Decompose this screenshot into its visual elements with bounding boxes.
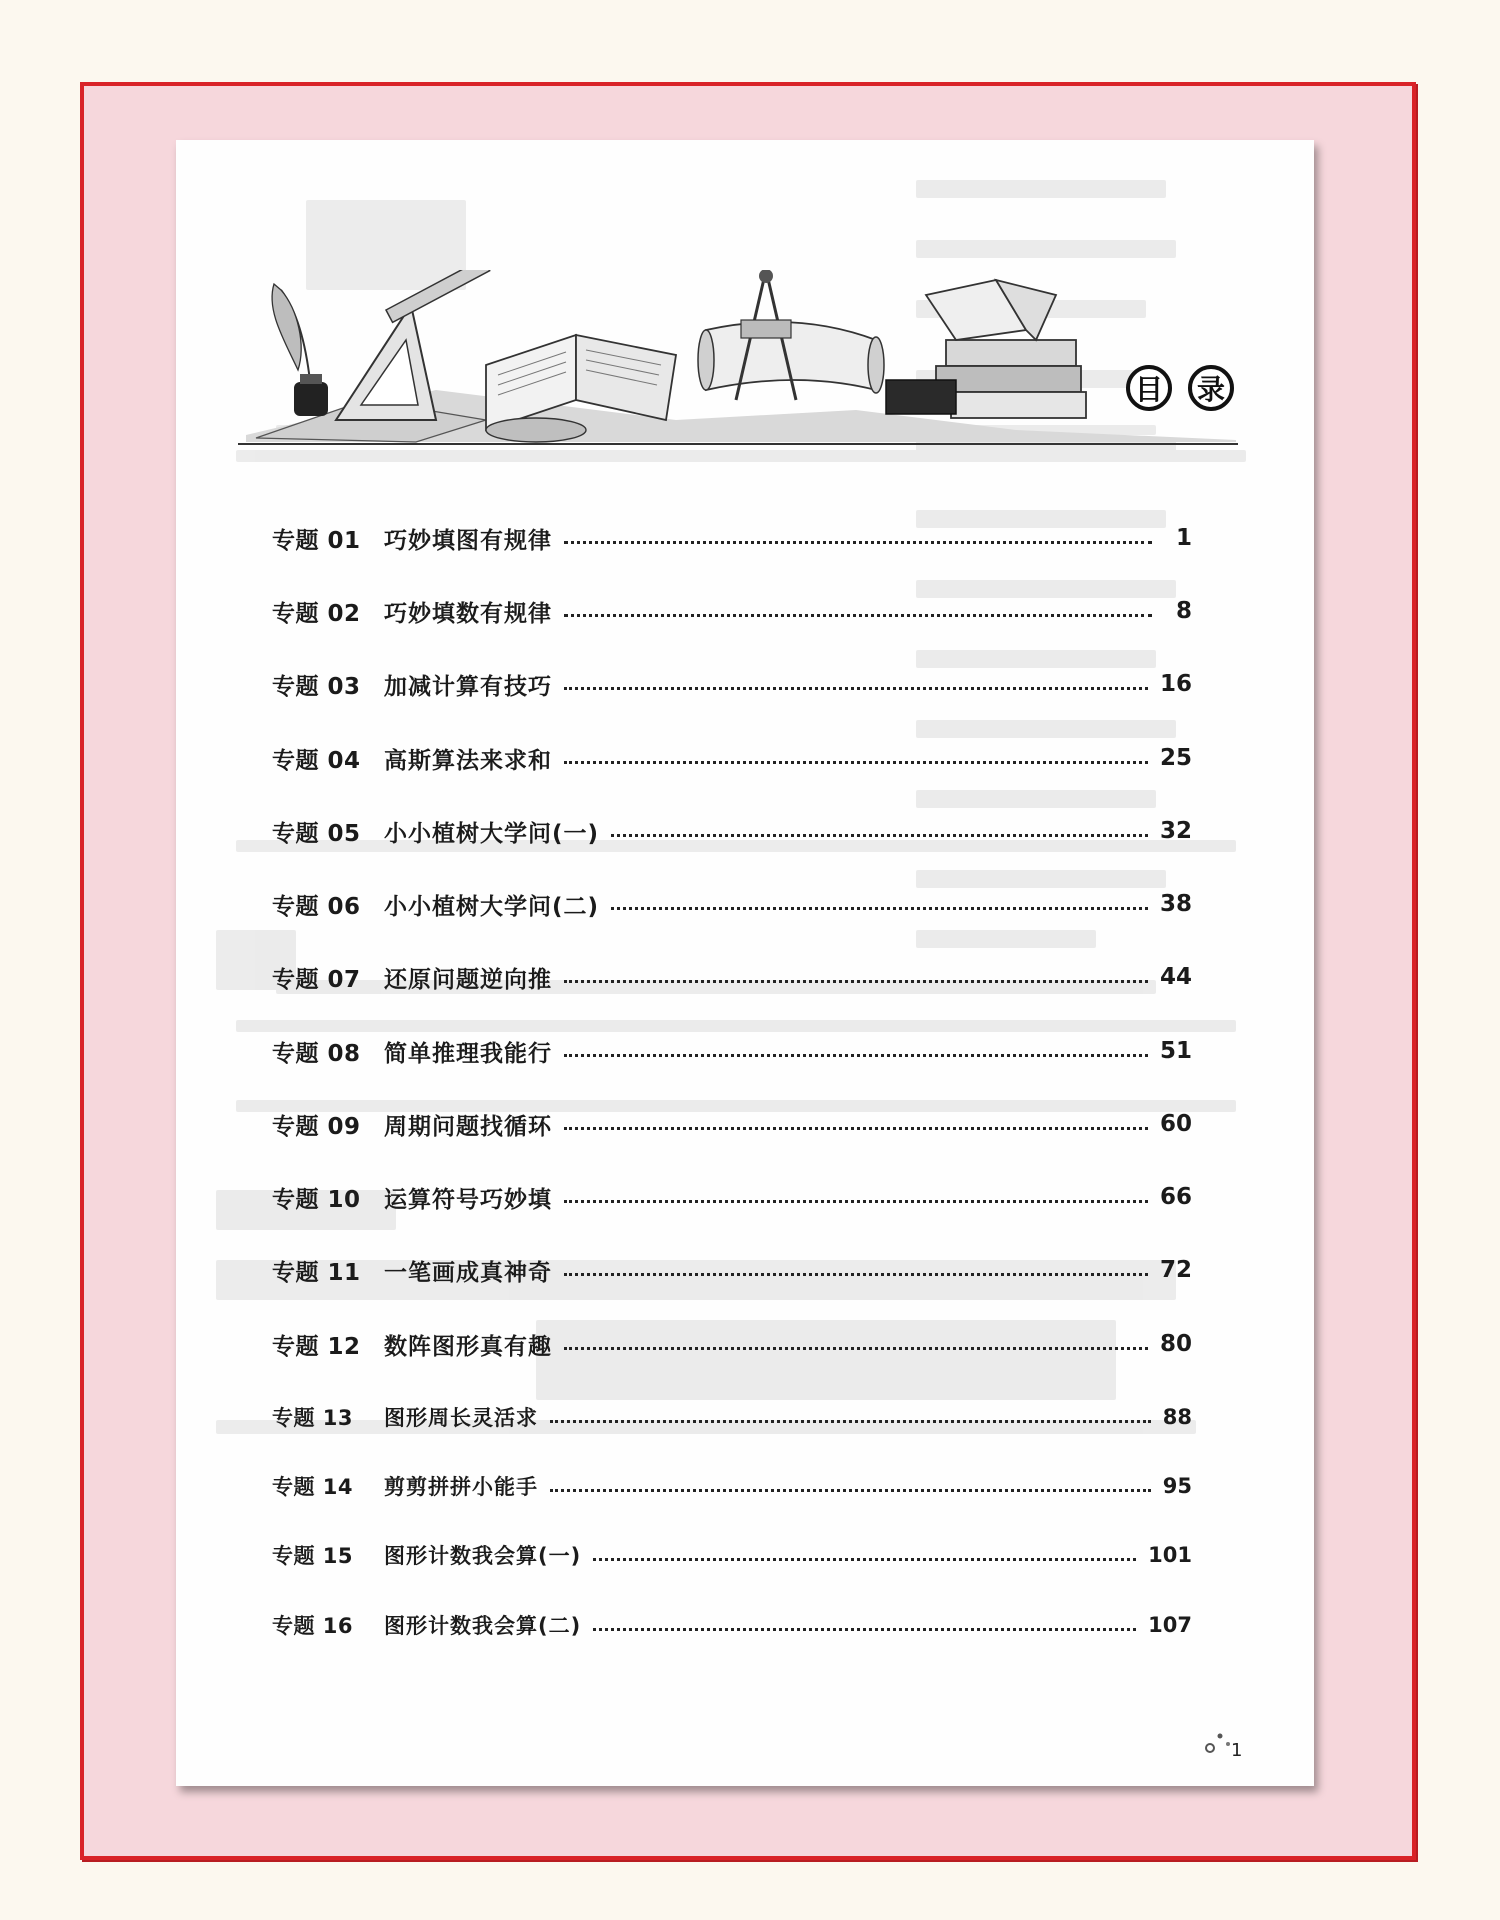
toc-entry-number: 专题 03 (272, 673, 361, 700)
toc-entry-number: 专题 10 (272, 1186, 361, 1213)
leader-dots (593, 1628, 1136, 1631)
toc-entry (272, 738, 1192, 778)
decorative-dots-icon (1204, 1728, 1234, 1758)
leader-dots (550, 1489, 1151, 1492)
toc-entry-title: 高斯算法来求和 (384, 747, 552, 774)
header-rule (238, 443, 1238, 445)
toc-entry-title: 一笔画成真神奇 (384, 1259, 552, 1286)
toc-entry-title: 图形计数我会算(二) (384, 1614, 582, 1638)
toc-entry-page: 66 (1159, 1184, 1192, 1210)
toc-entry-title: 巧妙填图有规律 (384, 527, 552, 554)
toc-entry-title: 运算符号巧妙填 (384, 1186, 552, 1213)
toc-entry-title: 小小植树大学问(一) (384, 820, 600, 847)
leader-dots (550, 1420, 1151, 1423)
toc-entry-title: 加减计算有技巧 (384, 673, 552, 700)
toc-entry-number: 专题 12 (272, 1333, 361, 1360)
toc-entry-number: 专题 08 (272, 1040, 361, 1067)
toc-entry-page: 80 (1159, 1331, 1192, 1357)
title-char-1: 目 (1126, 365, 1172, 411)
toc-entry (272, 957, 1192, 997)
page-number: 1 (1231, 1740, 1243, 1761)
toc-entry (272, 591, 1192, 631)
toc-entry-page: 60 (1159, 1111, 1192, 1137)
toc-entry-number: 专题 15 (272, 1544, 354, 1568)
leader-dots (564, 614, 1152, 617)
leader-dots (593, 1558, 1136, 1561)
page-title (1126, 365, 1234, 411)
toc-entry (272, 884, 1192, 924)
toc-entry-page: 51 (1159, 1038, 1192, 1064)
toc-entry-title: 小小植树大学问(二) (384, 893, 600, 920)
toc-entry-title: 还原问题逆向推 (384, 966, 552, 993)
document-page (176, 140, 1314, 1786)
toc-entry (272, 1177, 1192, 1217)
toc-entry (272, 664, 1192, 704)
toc-entry-title: 图形计数我会算(一) (384, 1544, 582, 1568)
toc-entry-page: 101 (1148, 1543, 1192, 1567)
toc-entry-number: 专题 13 (272, 1406, 354, 1430)
toc-entry (272, 1250, 1192, 1290)
toc-entry-title: 图形周长灵活求 (384, 1406, 538, 1430)
toc-entry (272, 1324, 1192, 1364)
toc-entry (272, 1466, 1192, 1506)
toc-entry-page: 16 (1159, 671, 1192, 697)
toc-entry-page: 1 (1175, 525, 1192, 551)
leader-dots (564, 1347, 1148, 1350)
toc-entry-page: 32 (1159, 818, 1192, 844)
toc-entry (272, 518, 1192, 558)
toc-entry (272, 1031, 1192, 1071)
leader-dots (564, 1273, 1148, 1276)
title-char-2: 录 (1188, 365, 1234, 411)
toc-entry-title: 周期问题找循环 (384, 1113, 552, 1140)
toc-entry-page: 8 (1175, 598, 1192, 624)
leader-dots (611, 834, 1148, 837)
leader-dots (564, 761, 1148, 764)
toc-entry-number: 专题 11 (272, 1259, 361, 1286)
toc-entry-number: 专题 09 (272, 1113, 361, 1140)
toc-entry-page: 44 (1159, 964, 1192, 990)
quill-inkwell-icon (272, 284, 328, 416)
toc-entry-title: 剪剪拼拼小能手 (384, 1475, 538, 1499)
toc-entry-number: 专题 02 (272, 600, 361, 627)
toc-entry-number: 专题 14 (272, 1475, 354, 1499)
leader-dots (564, 1200, 1148, 1203)
toc-entry (272, 1535, 1192, 1575)
toc-entry-number: 专题 16 (272, 1614, 354, 1638)
leader-dots (564, 1054, 1148, 1057)
toc-entry (272, 1605, 1192, 1645)
toc-entry-page: 107 (1148, 1613, 1192, 1637)
toc-entry-title: 数阵图形真有趣 (384, 1333, 552, 1360)
leader-dots (564, 980, 1148, 983)
toc-entry-number: 专题 04 (272, 747, 361, 774)
toc-entry-page: 25 (1159, 745, 1192, 771)
leader-dots (564, 1127, 1148, 1130)
leader-dots (564, 687, 1148, 690)
toc-entry-page: 72 (1159, 1257, 1192, 1283)
toc-entry-page: 88 (1162, 1405, 1192, 1429)
toc-entry (272, 1397, 1192, 1437)
toc-entry-number: 专题 01 (272, 527, 361, 554)
toc-entry-number: 专题 05 (272, 820, 361, 847)
leader-dots (611, 907, 1148, 910)
toc-entry (272, 1104, 1192, 1144)
toc-entry (272, 811, 1192, 851)
toc-entry-title: 简单推理我能行 (384, 1040, 552, 1067)
leader-dots (564, 541, 1152, 544)
toc-entry-page: 95 (1162, 1474, 1192, 1498)
toc-entry-title: 巧妙填数有规律 (384, 600, 552, 627)
toc-entry-page: 38 (1159, 891, 1192, 917)
toc-entry-number: 专题 06 (272, 893, 361, 920)
books-stack-icon (886, 280, 1086, 418)
toc-entry-number: 专题 07 (272, 966, 361, 993)
